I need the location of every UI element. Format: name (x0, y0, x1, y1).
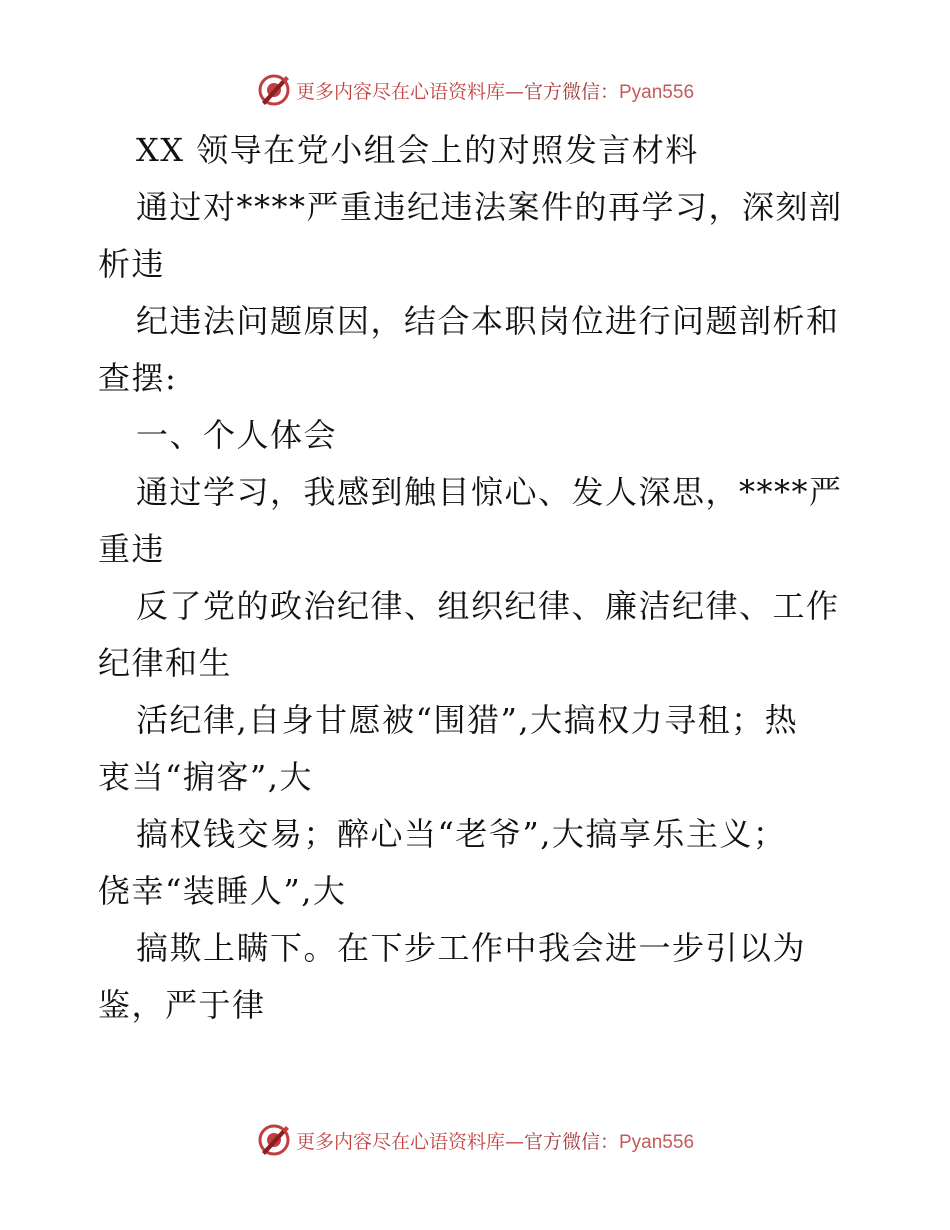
paragraph-line: 侥幸“装睡人”,大 (98, 872, 347, 910)
watermark-wechat-id: Pyan556 (619, 1131, 695, 1153)
paragraph-line: 活纪律,自身甘愿被“围猎”,大搞权力寻租；热 (136, 701, 799, 739)
document-body (98, 122, 858, 1034)
paragraph-line: 查摆: (98, 359, 178, 397)
watermark-separator: — (504, 80, 524, 103)
paragraph-line: 搞权钱交易；醉心当“老爷”,大搞享乐主义； (136, 815, 787, 853)
footer-watermark (0, 1118, 950, 1162)
paragraph-line: 通过学习，我感到触目惊心、发人深思，****严 (136, 473, 843, 511)
paragraph-line: 通过对****严重违纪违法案件的再学习，深刻剖 (136, 188, 843, 226)
paragraph-line: 纪律和生 (98, 644, 233, 682)
watermark-wechat-label: 官方微信： (523, 1130, 619, 1153)
paragraph-line: 衷当“掮客”,大 (98, 758, 313, 796)
watermark-text (296, 1127, 694, 1154)
pen-logo-icon (256, 1122, 292, 1158)
paragraph-line: 纪违法问题原因，结合本职岗位进行问题剖析和 (136, 302, 840, 340)
watermark-text (296, 77, 694, 104)
watermark-separator: — (504, 1130, 524, 1153)
watermark-wechat-label: 官方微信： (523, 80, 619, 103)
paragraph-line: 搞欺上瞒下。在下步工作中我会进一步引以为 (136, 929, 807, 967)
watermark-main-text: 更多内容尽在心语资料库 (295, 1130, 505, 1153)
pen-logo-icon (256, 72, 292, 108)
paragraph-line: 重违 (98, 530, 166, 568)
paragraph-line: 反了党的政治纪律、组织纪律、廉洁纪律、工作 (136, 587, 840, 625)
section-heading: 一、个人体会 (136, 416, 338, 454)
paragraph-line: 鉴，严于律 (98, 986, 266, 1024)
header-watermark (0, 68, 950, 112)
watermark-wechat-id: Pyan556 (619, 81, 695, 103)
document-title: XX 领导在党小组会上的对照发言材料 (136, 131, 699, 169)
watermark-main-text: 更多内容尽在心语资料库 (295, 80, 505, 103)
paragraph-line: 析违 (98, 245, 166, 283)
